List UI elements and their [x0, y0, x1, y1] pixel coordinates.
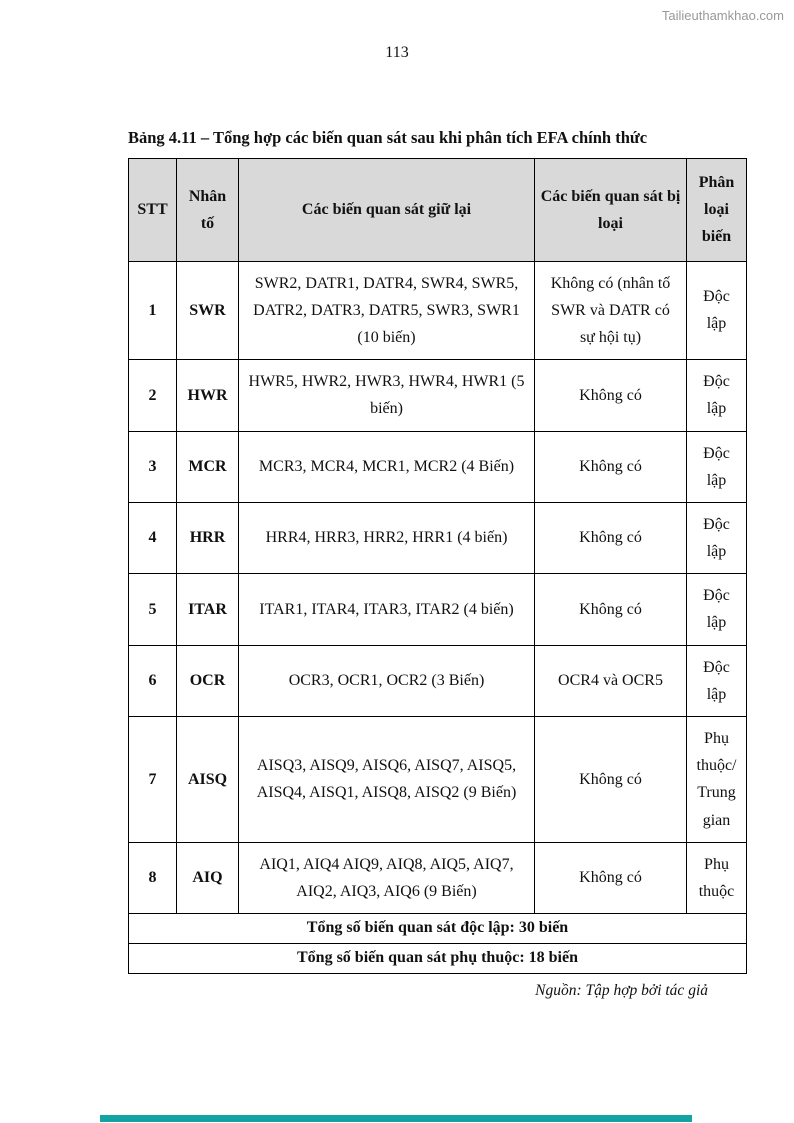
- cell-removed-variables: Không có: [535, 717, 687, 843]
- cell-factor: ITAR: [177, 574, 239, 645]
- table-row: [129, 261, 747, 360]
- table-row: [129, 842, 747, 913]
- cell-kept-variables: ITAR1, ITAR4, ITAR3, ITAR2 (4 biến): [239, 574, 535, 645]
- table-footer: [129, 914, 747, 974]
- cell-kept-variables: MCR3, MCR4, MCR1, MCR2 (4 Biến): [239, 431, 535, 502]
- table-footer-row: [129, 944, 747, 974]
- table-row: [129, 574, 747, 645]
- header-row: [129, 159, 747, 262]
- table-footer-cell-0: Tổng số biến quan sát độc lập: 30 biến: [129, 914, 747, 944]
- cell-stt: 2: [129, 360, 177, 431]
- table-header: [129, 159, 747, 262]
- cell-variable-type: Độc lập: [687, 502, 747, 573]
- cell-kept-variables: AISQ3, AISQ9, AISQ6, AISQ7, AISQ5, AISQ4, AISQ1, AISQ8, AISQ2 (9 Biến): [239, 717, 535, 843]
- cell-stt: 3: [129, 431, 177, 502]
- header-cell-3: Các biến quan sát bị loại: [535, 159, 687, 262]
- cell-factor: OCR: [177, 645, 239, 716]
- header-cell-1: Nhân tố: [177, 159, 239, 262]
- cell-removed-variables: Không có: [535, 431, 687, 502]
- cell-removed-variables: OCR4 và OCR5: [535, 645, 687, 716]
- cell-factor: AISQ: [177, 717, 239, 843]
- cell-removed-variables: Không có: [535, 574, 687, 645]
- cell-factor: AIQ: [177, 842, 239, 913]
- cell-stt: 1: [129, 261, 177, 360]
- source-note: Nguồn: Tập hợp bởi tác giả: [535, 982, 708, 1000]
- bottom-bar: [100, 1115, 692, 1122]
- cell-stt: 6: [129, 645, 177, 716]
- cell-stt: 8: [129, 842, 177, 913]
- cell-kept-variables: OCR3, OCR1, OCR2 (3 Biến): [239, 645, 535, 716]
- cell-factor: HWR: [177, 360, 239, 431]
- table-row: [129, 431, 747, 502]
- cell-factor: MCR: [177, 431, 239, 502]
- cell-kept-variables: HWR5, HWR2, HWR3, HWR4, HWR1 (5 biến): [239, 360, 535, 431]
- cell-removed-variables: Không có (nhân tố SWR và DATR có sự hội tụ): [535, 261, 687, 360]
- cell-factor: HRR: [177, 502, 239, 573]
- cell-stt: 5: [129, 574, 177, 645]
- page-number: 113: [385, 44, 409, 61]
- table-row: [129, 645, 747, 716]
- cell-kept-variables: AIQ1, AIQ4 AIQ9, AIQ8, AIQ5, AIQ7, AIQ2, AIQ3, AIQ6 (9 Biến): [239, 842, 535, 913]
- table-row: [129, 502, 747, 573]
- header-cell-2: Các biến quan sát giữ lại: [239, 159, 535, 262]
- cell-variable-type: Độc lập: [687, 574, 747, 645]
- table-row: [129, 717, 747, 843]
- table-row: [129, 360, 747, 431]
- cell-removed-variables: Không có: [535, 842, 687, 913]
- cell-removed-variables: Không có: [535, 360, 687, 431]
- table-footer-row: [129, 914, 747, 944]
- cell-kept-variables: HRR4, HRR3, HRR2, HRR1 (4 biến): [239, 502, 535, 573]
- cell-variable-type: Độc lập: [687, 360, 747, 431]
- cell-stt: 4: [129, 502, 177, 573]
- efa-summary-table: [128, 158, 747, 974]
- header-cell-4: Phân loại biến: [687, 159, 747, 262]
- cell-variable-type: Độc lập: [687, 431, 747, 502]
- cell-kept-variables: SWR2, DATR1, DATR4, SWR4, SWR5, DATR2, DATR3, DATR5, SWR3, SWR1 (10 biến): [239, 261, 535, 360]
- cell-factor: SWR: [177, 261, 239, 360]
- table-footer-cell-1: Tổng số biến quan sát phụ thuộc: 18 biến: [129, 944, 747, 974]
- cell-variable-type: Phụ thuộc/ Trung gian: [687, 717, 747, 843]
- cell-variable-type: Độc lập: [687, 645, 747, 716]
- cell-removed-variables: Không có: [535, 502, 687, 573]
- cell-variable-type: Phụ thuộc: [687, 842, 747, 913]
- table-body: [129, 261, 747, 914]
- header-cell-0: STT: [129, 159, 177, 262]
- table-title: Bảng 4.11 – Tổng hợp các biến quan sát sau khi phân tích EFA chính thức: [128, 128, 648, 147]
- cell-stt: 7: [129, 717, 177, 843]
- cell-variable-type: Độc lập: [687, 261, 747, 360]
- watermark: Tailieuthamkhao.com: [661, 8, 784, 23]
